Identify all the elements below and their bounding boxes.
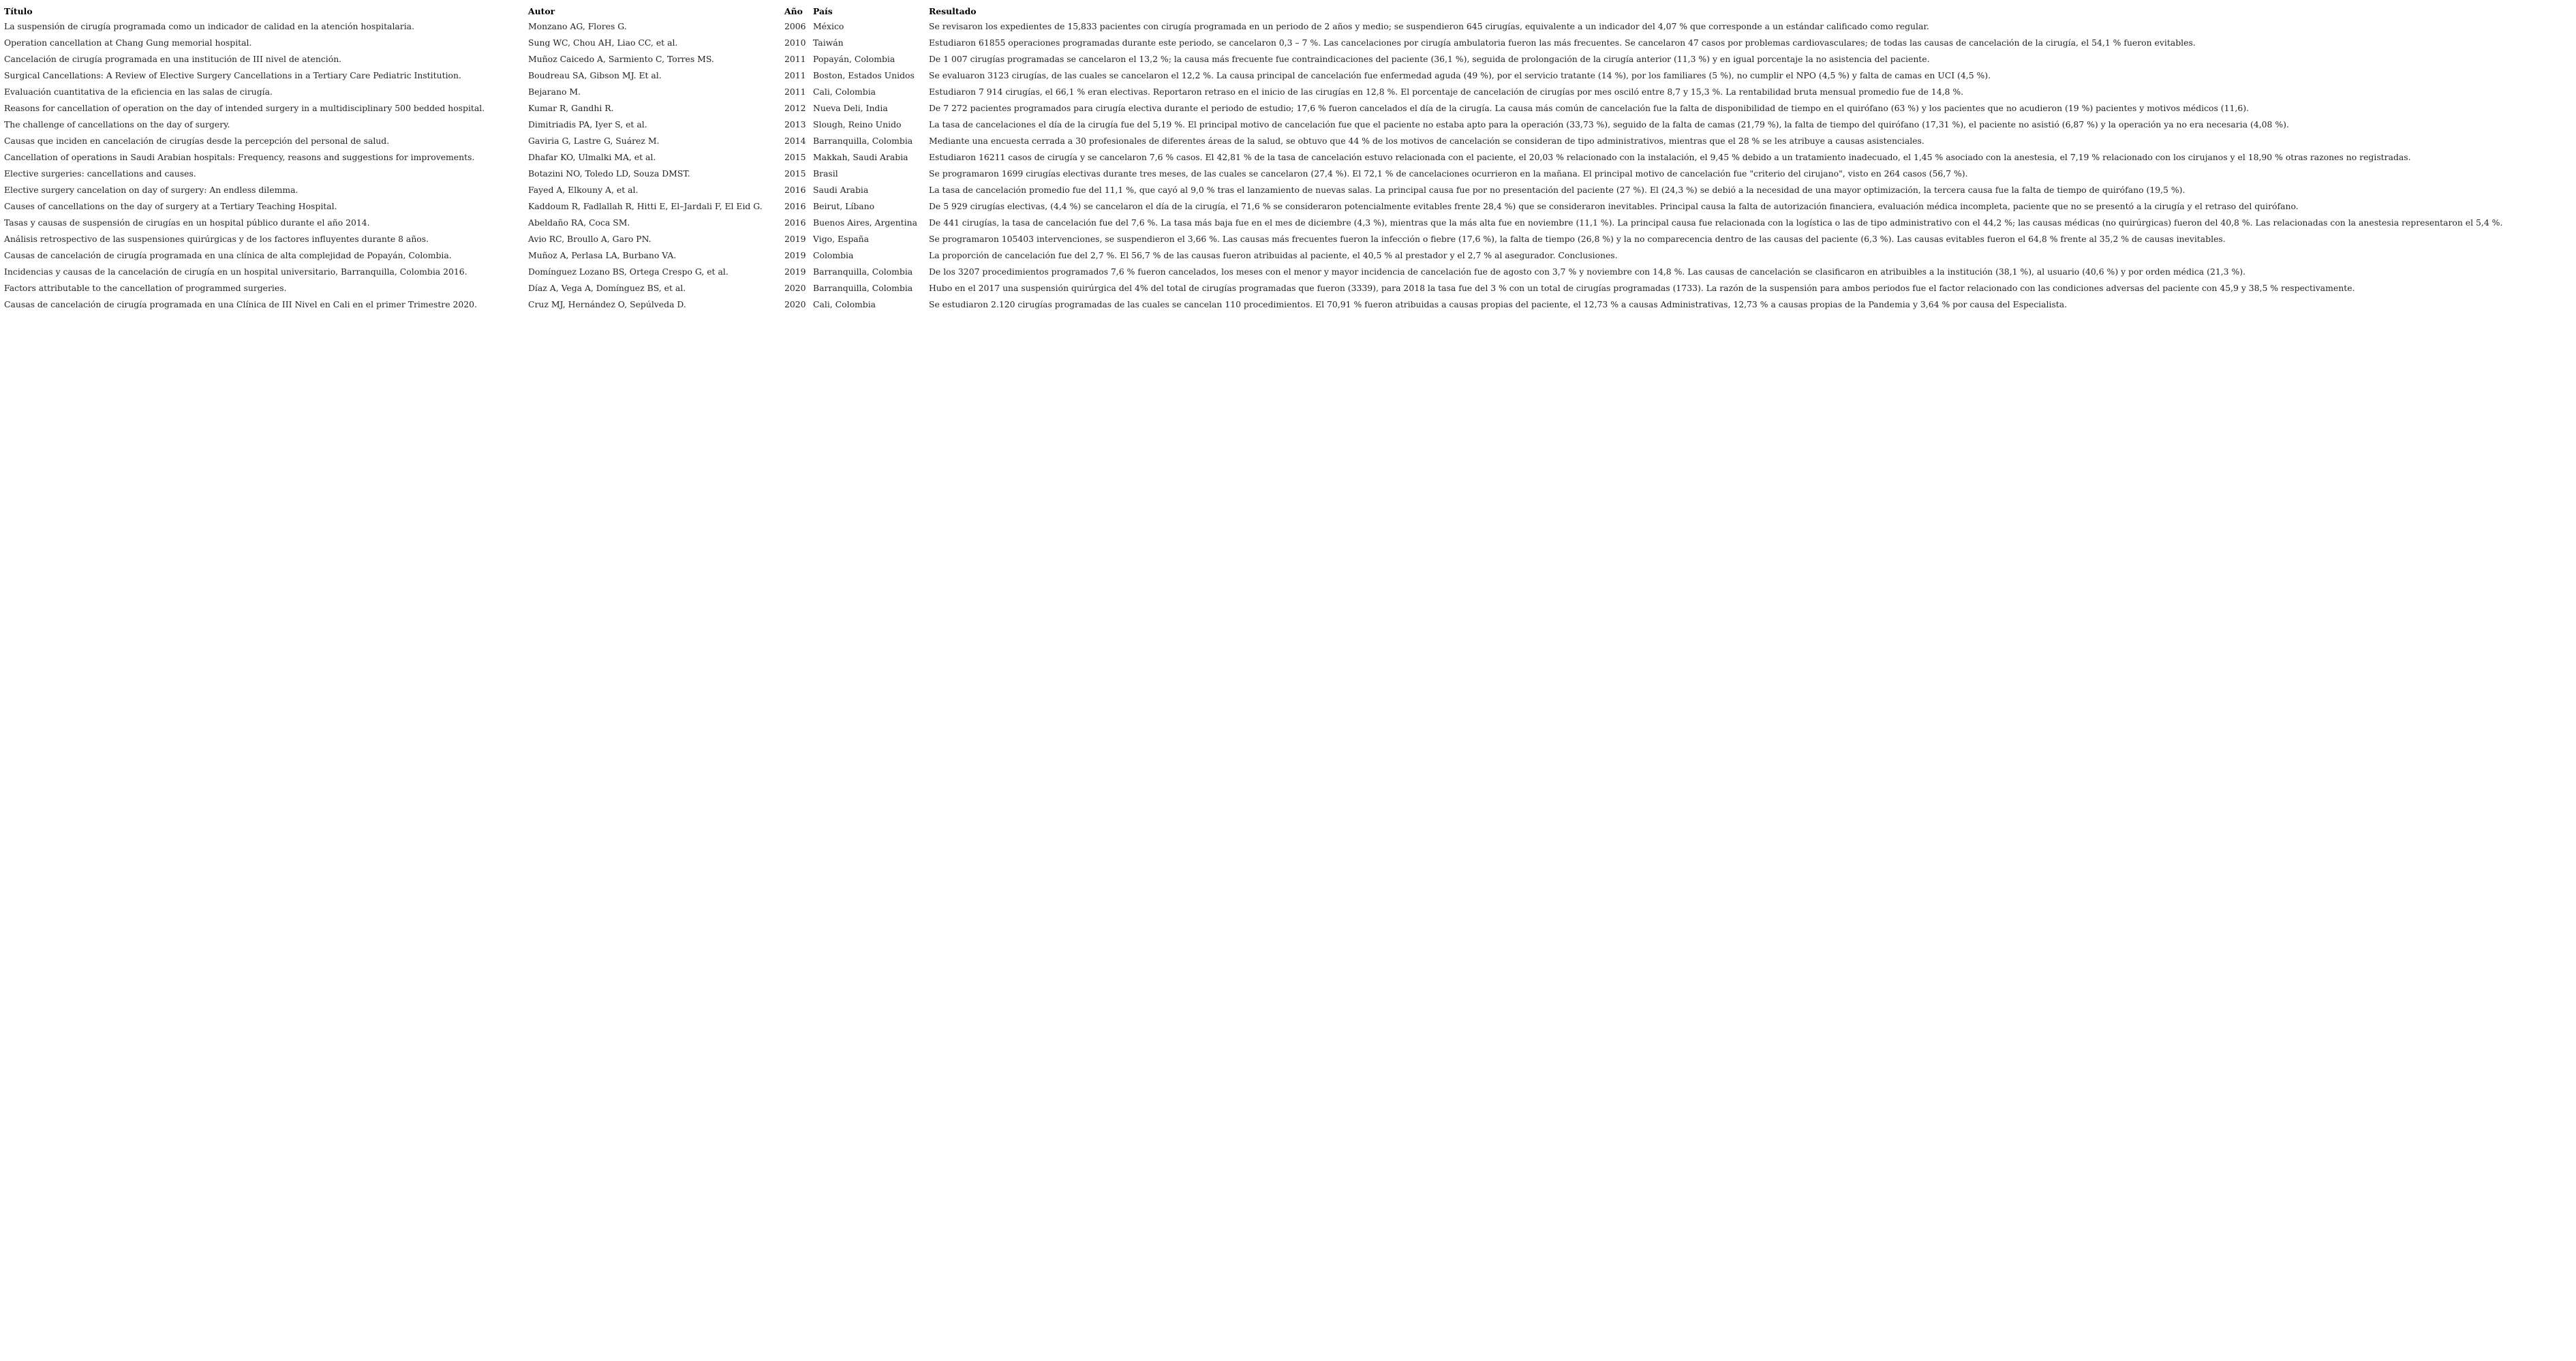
cell-year: 2012 [784, 103, 806, 113]
table-row [4, 264, 2506, 280]
cell-country: Barranquilla, Colombia [813, 136, 913, 146]
cell-year: 2014 [784, 136, 806, 146]
table-row [4, 100, 2506, 117]
cell-country: Makkah, Saudi Arabia [813, 152, 908, 162]
cell-title: Causes of cancellations on the day of surgery at a Tertiary Teaching Hospital. [4, 201, 337, 211]
cell-result: De 5 929 cirugías electivas, (4,4 %) se cancelaron el día de la cirugía, el 71,6 % se consideraron potencialmente evitables frente 28,4 %) que se consideraron inevitables. Principal causa la falta de autorización financiera, evaluación médica incompleta, paciente que no se presentó a la cirugía y el retraso del quirófano. [929, 201, 2299, 211]
cell-country: México [813, 21, 844, 31]
cell-title: Causas de cancelación de cirugía programada en una clínica de alta complejidad de Popayán, Colombia. [4, 250, 452, 260]
table-row [4, 133, 2506, 149]
cell-country: Buenos Aires, Argentina [813, 217, 917, 228]
cell-year: 2013 [784, 119, 806, 129]
studies-table [4, 5, 2506, 313]
cell-country: Brasil [813, 168, 838, 179]
table-row [4, 84, 2506, 100]
cell-country: Boston, Estados Unidos [813, 70, 915, 80]
table-row [4, 182, 2506, 198]
cell-author: Sung WC, Chou AH, Liao CC, et al. [528, 37, 678, 48]
table-row [4, 247, 2506, 264]
cell-result: La tasa de cancelación promedio fue del 11,1 %, que cayó al 9,0 % tras el lanzamiento de nuevas salas. La principal causa fue por no presentación del paciente (27 %). El (24,3 %) se debió a la necesidad de una mayor optimización, la tercera causa fue la falta de tiempo de quirófano (19,5 %). [929, 185, 2186, 195]
table-row [4, 198, 2506, 215]
cell-author: Kumar R, Gandhi R. [528, 103, 614, 113]
cell-result: Estudiaron 7 914 cirugías, el 66,1 % eran electivas. Reportaron retraso en el inicio de las cirugías en 12,8 %. El porcentaje de cancelación de cirugías por mes osciló entre 8,7 y 15,3 %. La rentabilidad bruta mensual promedio fue de 14,8 %. [929, 87, 1964, 97]
cell-result: Se revisaron los expedientes de 15,833 pacientes con cirugía programada en un periodo de 2 años y medio; se suspendieron 645 cirugías, equivalente a un indicador del 4,07 % que corresponde a un estándar calificado como regular. [929, 21, 1929, 31]
cell-title: Elective surgery cancelation on day of surgery: An endless dilemma. [4, 185, 298, 195]
cell-year: 2011 [784, 70, 806, 80]
cell-title: Cancelación de cirugía programada en una institución de III nivel de atención. [4, 54, 342, 64]
cell-result: De 441 cirugías, la tasa de cancelación fue del 7,6 %. La tasa más baja fue en el mes de diciembre (4,3 %), mientras que la más alta fue en noviembre (11,1 %). La principal causa fue relacionada con la logística o las de tipo administrativo con el 44,2 %; las causas médicas (no quirúrgicas) fueron del 40,8 %. Las relacionadas con la anestesia representaron el 5,4 %. [929, 217, 2503, 228]
table-body [4, 18, 2506, 313]
cell-author: Botazini NO, Toledo LD, Souza DMST. [528, 168, 690, 179]
cell-result: La proporción de cancelación fue del 2,7 %. El 56,7 % de las causas fueron atribuidas al paciente, el 40,5 % al prestador y el 2,7 % al asegurador. Conclusiones. [929, 250, 1618, 260]
cell-author: Boudreau SA, Gibson MJ. Et al. [528, 70, 662, 80]
cell-author: Bejarano M. [528, 87, 581, 97]
header-author: Autor [528, 6, 555, 16]
cell-country: Cali, Colombia [813, 87, 876, 97]
cell-year: 2010 [784, 37, 806, 48]
cell-result: Hubo en el 2017 una suspensión quirúrgica del 4% del total de cirugías programadas que fueron (3339), para 2018 la tasa fue del 3 % con un total de cirugías programadas (1733). La razón de la suspensión para ambos periodos fue el factor relacionado con las condiciones adversas del paciente con 45,9 y 38,5 % respectivamente. [929, 283, 2355, 293]
cell-country: Barranquilla, Colombia [813, 266, 913, 277]
header-result: Resultado [929, 6, 977, 16]
cell-year: 2020 [784, 299, 806, 309]
cell-title: Reasons for cancellation of operation on the day of intended surgery in a multidisciplinary 500 bedded hospital. [4, 103, 485, 113]
cell-year: 2011 [784, 87, 806, 97]
cell-result: Estudiaron 16211 casos de cirugía y se cancelaron 7,6 % casos. El 42,81 % de la tasa de cancelación estuvo relacionada con el paciente, el 20,03 % relacionado con la instalación, el 9,45 % debido a un tratamiento inadecuado, el 1,45 % asociado con la anestesia, el 7,19 % relacionado con los cirujanos y el 18,90 % otras razones no registradas. [929, 152, 2411, 162]
table-row [4, 215, 2506, 231]
cell-result: Mediante una encuesta cerrada a 30 profesionales de diferentes áreas de la salud, se obtuvo que 44 % de los motivos de cancelación se consideran de tipo administrativos, mientras que el 28 % se les atribuye a causas asistenciales. [929, 136, 1925, 146]
table-row [4, 280, 2506, 296]
cell-author: Abeldaño RA, Coca SM. [528, 217, 630, 228]
header-row [4, 5, 2506, 18]
studies-table-container [4, 5, 2506, 313]
cell-title: Elective surgeries: cancellations and causes. [4, 168, 196, 179]
cell-author: Muñoz A, Perlasa LA, Burbano VA. [528, 250, 677, 260]
cell-year: 2016 [784, 217, 806, 228]
cell-country: Popayán, Colombia [813, 54, 895, 64]
cell-author: Gaviria G, Lastre G, Suárez M. [528, 136, 660, 146]
cell-year: 2019 [784, 266, 806, 277]
header-year: Año [784, 6, 803, 16]
cell-result: De 7 272 pacientes programados para cirugía electiva durante el periodo de estudio; 17,6 % fueron cancelados el día de la cirugía. La causa más común de cancelación fue la falta de disponibilidad de tiempo en el quirófano (63 %) y los pacientes que no acudieron (19 %) pacientes y motivos médicos (11,6). [929, 103, 2249, 113]
cell-author: Avio RC, Broullo A, Garo PN. [528, 234, 651, 244]
cell-result: Se evaluaron 3123 cirugías, de las cuales se cancelaron el 12,2 %. La causa principal de cancelación fue enfermedad aguda (49 %), por el servicio tratante (14 %), por los familiares (5 %), no cumplir el NPO (4,5 %) y falta de camas en UCI (4,5 %). [929, 70, 1991, 80]
table-row [4, 231, 2506, 247]
cell-author: Domínguez Lozano BS, Ortega Crespo G, et al. [528, 266, 729, 277]
cell-author: Dimitriadis PA, Iyer S, et al. [528, 119, 647, 129]
cell-title: Tasas y causas de suspensión de cirugías en un hospital público durante el año 2014. [4, 217, 370, 228]
cell-year: 2011 [784, 54, 806, 64]
cell-country: Barranquilla, Colombia [813, 283, 913, 293]
cell-result: De los 3207 procedimientos programados 7,6 % fueron cancelados, los meses con el menor y mayor incidencia de cancelación fue de agosto con 3,7 % y noviembre con 14,8 %. Las causas de cancelación se clasificaron en atribuibles a la institución (38,1 %), al usuario (40,6 %) y por orden médica (21,3 %). [929, 266, 2246, 277]
cell-year: 2015 [784, 152, 806, 162]
cell-year: 2016 [784, 185, 806, 195]
cell-title: Cancellation of operations in Saudi Arabian hospitals: Frequency, reasons and suggestions for improvements. [4, 152, 475, 162]
table-row [4, 166, 2506, 182]
cell-country: Colombia [813, 250, 854, 260]
cell-title: Incidencias y causas de la cancelación de cirugía en un hospital universitario, Barranquilla, Colombia 2016. [4, 266, 467, 277]
cell-year: 2019 [784, 234, 806, 244]
header-country: País [813, 6, 833, 16]
table-row [4, 67, 2506, 84]
cell-year: 2020 [784, 283, 806, 293]
table-row [4, 296, 2506, 313]
cell-country: Vigo, España [813, 234, 870, 244]
cell-author: Monzano AG, Flores G. [528, 21, 627, 31]
cell-title: Factors attributable to the cancellation of programmed surgeries. [4, 283, 287, 293]
table-row [4, 117, 2506, 133]
cell-country: Slough, Reino Unido [813, 119, 902, 129]
cell-result: La tasa de cancelaciones el día de la cirugía fue del 5,19 %. El principal motivo de cancelación fue que el paciente no estaba apto para la operación (33,73 %), seguido de la falta de camas (21,79 %), la falta de tiempo del quirófano (17,31 %), el paciente no asistió (6,87 %) y la operación ya no era necesaria (4,08 %). [929, 119, 2289, 129]
cell-year: 2015 [784, 168, 806, 179]
cell-result: Estudiaron 61855 operaciones programadas durante este periodo, se cancelaron 0,3 – 7 %. Las cancelaciones por cirugía ambulatoria fueron las más frecuentes. Se cancelaron 47 casos por problemas cardiovasculares; de todas las causas de cancelación de la cirugía, el 54,1 % fueron evitables. [929, 37, 2196, 48]
cell-result: Se estudiaron 2.120 cirugías programadas de las cuales se cancelan 110 procedimientos. El 70,91 % fueron atribuidas a causas propias del paciente, el 12,73 % a causas Administrativas, 12,73 % a causas propias de la Pandemia y 3,64 % por causa del Especialista. [929, 299, 2068, 309]
cell-year: 2006 [784, 21, 806, 31]
cell-country: Beirut, Líbano [813, 201, 875, 211]
cell-title: Surgical Cancellations: A Review of Elective Surgery Cancellations in a Tertiary Care Pediatric Institution. [4, 70, 461, 80]
cell-title: Operation cancellation at Chang Gung memorial hospital. [4, 37, 252, 48]
cell-author: Fayed A, Elkouny A, et al. [528, 185, 639, 195]
cell-result: Se programaron 105403 intervenciones, se suspendieron el 3,66 %. Las causas más frecuentes fueron la infección o fiebre (17,6 %), la falta de tiempo (26,8 %) y la no comparecencia dentro de las causas del paciente (6,3 %). Las causas evitables fueron el 64,8 % frente al 35,2 % de causas inevitables. [929, 234, 2226, 244]
cell-author: Muñoz Caicedo A, Sarmiento C, Torres MS. [528, 54, 714, 64]
table-row [4, 35, 2506, 51]
cell-year: 2019 [784, 250, 806, 260]
cell-result: De 1 007 cirugías programadas se cancelaron el 13,2 %; la causa más frecuente fue contraindicaciones del paciente (36,1 %), seguida de prolongación de la cirugía anterior (11,3 %) y en igual porcentaje la no asistencia del paciente. [929, 54, 1930, 64]
cell-title: La suspensión de cirugía programada como un indicador de calidad en la atención hospitalaria. [4, 21, 415, 31]
cell-result: Se programaron 1699 cirugías electivas durante tres meses, de las cuales se cancelaron (27,4 %). El 72,1 % de cancelaciones ocurrieron en la mañana. El principal motivo de cancelación fue "criterio del cirujano", visto en 264 casos (56,7 %). [929, 168, 1968, 179]
cell-year: 2016 [784, 201, 806, 211]
table-row [4, 18, 2506, 35]
cell-title: Análisis retrospectivo de las suspensiones quirúrgicas y de los factores influyentes durante 8 años. [4, 234, 429, 244]
cell-country: Nueva Deli, India [813, 103, 888, 113]
cell-country: Saudi Arabia [813, 185, 869, 195]
table-header [4, 5, 2506, 18]
cell-title: Evaluación cuantitativa de la eficiencia en las salas de cirugía. [4, 87, 273, 97]
cell-author: Díaz A, Vega A, Domínguez BS, et al. [528, 283, 686, 293]
table-row [4, 51, 2506, 67]
cell-author: Kaddoum R, Fadlallah R, Hitti E, El–Jardali F, El Eid G. [528, 201, 763, 211]
cell-author: Dhafar KO, Ulmalki MA, et al. [528, 152, 656, 162]
cell-title: The challenge of cancellations on the day of surgery. [4, 119, 230, 129]
cell-title: Causas de cancelación de cirugía programada en una Clínica de III Nivel en Cali en el primer Trimestre 2020. [4, 299, 477, 309]
cell-author: Cruz MJ, Hernández O, Sepúlveda D. [528, 299, 686, 309]
cell-country: Taiwán [813, 37, 844, 48]
cell-title: Causas que inciden en cancelación de cirugías desde la percepción del personal de salud. [4, 136, 390, 146]
cell-country: Cali, Colombia [813, 299, 876, 309]
header-title: Título [4, 6, 33, 16]
table-row [4, 149, 2506, 166]
